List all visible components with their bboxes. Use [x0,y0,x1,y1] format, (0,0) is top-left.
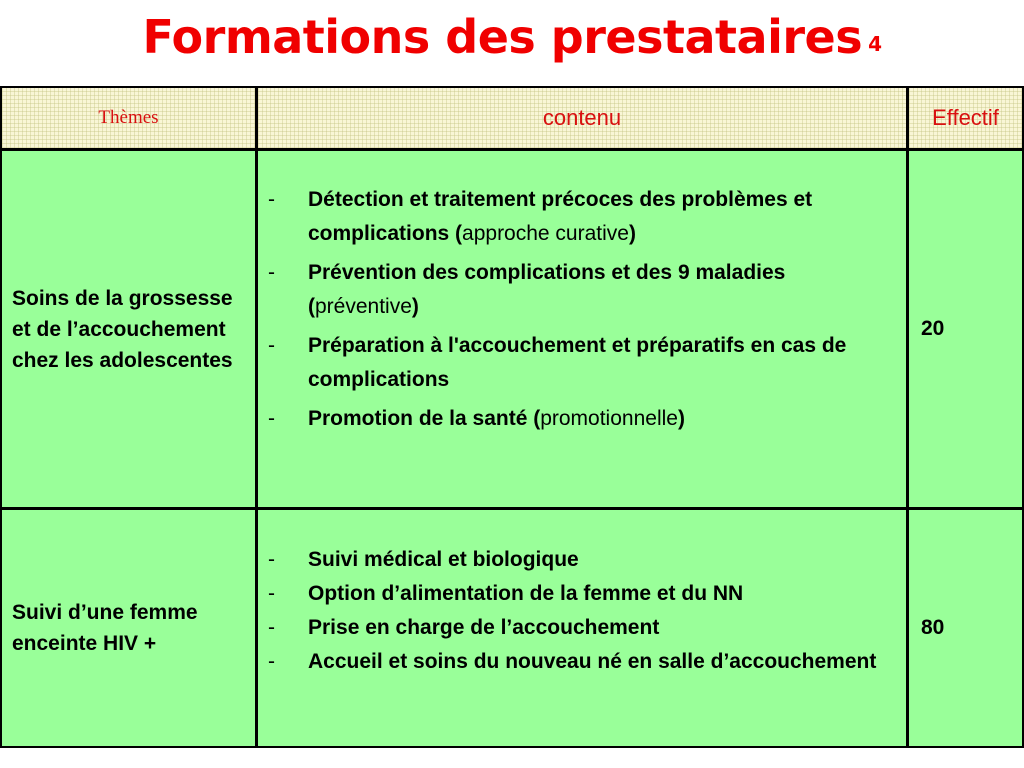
header-effectif-label: Effectif [932,105,999,130]
theme-text: Soins de la grossesse et de l’accouchement chez les adolescentes [12,286,233,372]
list-item: - Accueil et soins du nouveau né en salle d’accouchement [268,650,877,673]
effectif-value: 80 [921,616,945,639]
table-row-1-effectif [909,151,1022,507]
header-contenu-label: contenu [542,105,622,130]
slide-title [0,10,1024,64]
header-contenu [258,88,906,148]
content-list [268,543,898,679]
list-item: - Préparation à l'accouchement et préparatifs en cas de complications [268,334,847,391]
list-item: - Promotion de la santé (promotionnelle) [268,407,685,430]
training-table [0,86,1024,748]
table-row-2-theme [2,510,255,746]
table-row-1-content [258,151,906,507]
list-item: - Option d’alimentation de la femme et du NN [268,582,744,605]
table-row-1-theme [2,151,255,507]
header-themes-label: Thèmes [98,107,159,128]
list-item: - Détection et traitement précoces des problèmes et complications (approche curative) [268,188,813,245]
slide-title-text: Formations des prestataires [142,10,863,64]
list-item: - Prise en charge de l’accouchement [268,616,660,639]
header-themes [2,88,255,148]
effectif-value: 20 [921,317,945,340]
theme-text: Suivi d’une femme enceinte HIV + [12,601,198,655]
list-item: - Prévention des complications et des 9 maladies (préventive) [268,261,786,318]
content-list [268,183,898,436]
table-row-2-effectif [909,510,1022,746]
table-row-2-content [258,510,906,746]
slide-number: 4 [868,32,882,56]
list-item: - Suivi médical et biologique [268,548,579,571]
header-effectif [909,88,1022,148]
